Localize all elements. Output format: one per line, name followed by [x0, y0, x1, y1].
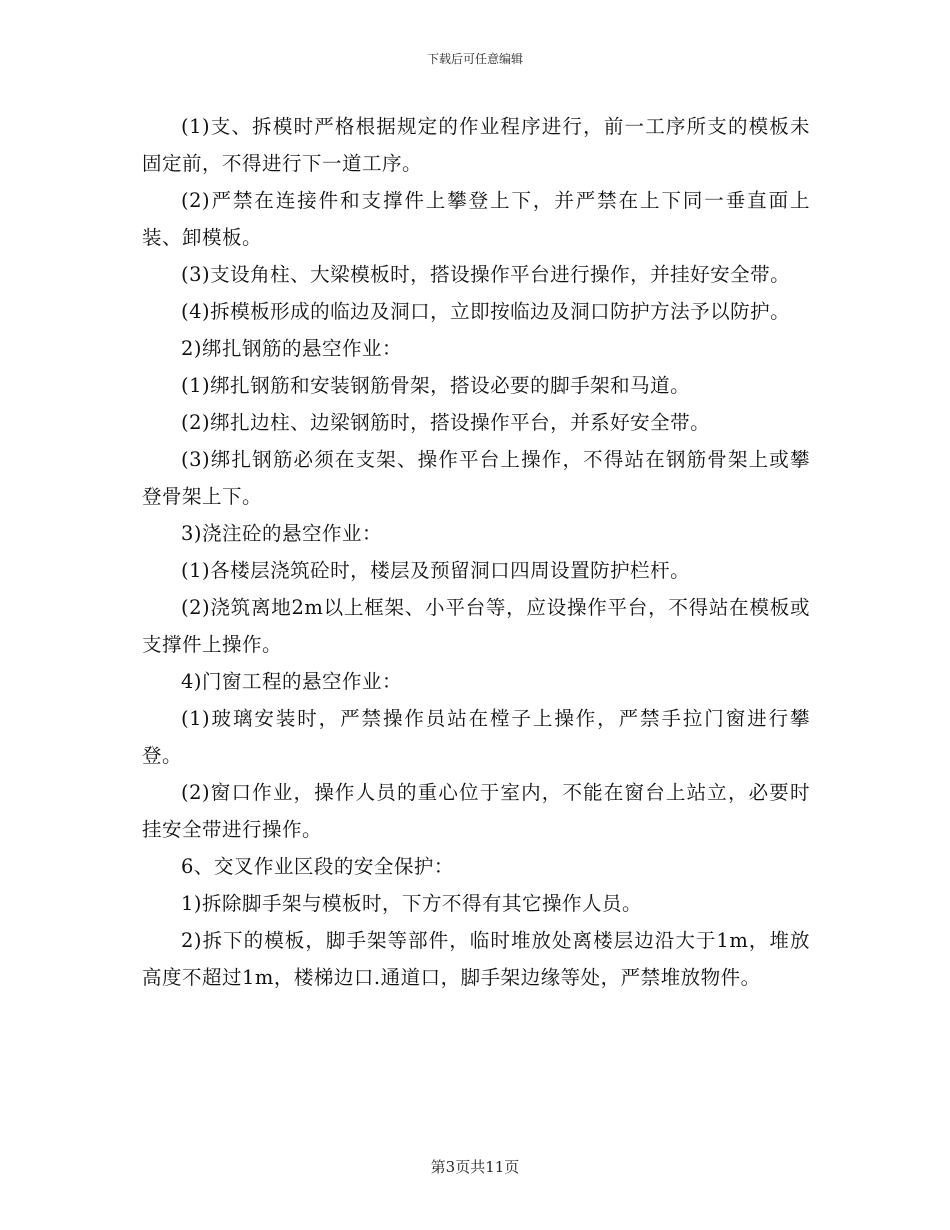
- paragraph-3: (3)支设角柱、大梁模板时，搭设操作平台进行操作，并挂好安全带。: [181, 263, 791, 286]
- paragraph-13: 2)拆下的模板，脚手架等部件，临时堆放处离楼层边沿大于1m，堆放高度不超过1m，楼梯边口.通道口，脚手架边缘等处，严禁堆放物件。: [142, 929, 810, 989]
- subheading-concrete: 3)浇注砼的悬空作业：: [181, 522, 383, 545]
- page-header: 下载后可任意编辑: [426, 52, 523, 66]
- paragraph-11: (2)窗口作业，操作人员的重心位于室内，不能在窗台上站立，必要时挂安全带进行操作。: [142, 781, 810, 841]
- paragraph-5: (1)绑扎钢筋和安装钢筋骨架，搭设必要的脚手架和马道。: [181, 374, 691, 397]
- paragraph-9: (2)浇筑离地2m以上框架、小平台等，应设操作平台，不得站在模板或支撑件上操作。: [142, 596, 810, 656]
- paragraph-1: (1)支、拆模时严格根据规定的作业程序进行，前一工序所支的模板未固定前，不得进行下一道工序。: [142, 115, 810, 175]
- paragraph-6: (2)绑扎边柱、边梁钢筋时，搭设操作平台，并系好安全带。: [181, 411, 711, 434]
- page-number: 第3页共11页: [430, 1158, 520, 1176]
- paragraph-2: (2)严禁在连接件和支撑件上攀登上下，并严禁在上下同一垂直面上装、卸模板。: [142, 189, 810, 249]
- document-body: [142, 108, 810, 996]
- paragraph-4: (4)拆模板形成的临边及洞口，立即按临边及洞口防护方法予以防护。: [181, 300, 791, 323]
- section-heading-cross-work: 6、交叉作业区段的安全保护：: [181, 855, 454, 878]
- subheading-rebar: 2)绑扎钢筋的悬空作业：: [181, 337, 403, 360]
- paragraph-12: 1)拆除脚手架与模板时，下方不得有其它操作人员。: [181, 892, 643, 915]
- subheading-windows: 4)门窗工程的悬空作业：: [181, 670, 403, 693]
- paragraph-10: (1)玻璃安装时，严禁操作员站在樘子上操作，严禁手拉门窗进行攀登。: [142, 707, 810, 767]
- paragraph-8: (1)各楼层浇筑砼时，楼层及预留洞口四周设置防护栏杆。: [181, 559, 691, 582]
- paragraph-7: (3)绑扎钢筋必须在支架、操作平台上操作，不得站在钢筋骨架上或攀登骨架上下。: [142, 448, 810, 508]
